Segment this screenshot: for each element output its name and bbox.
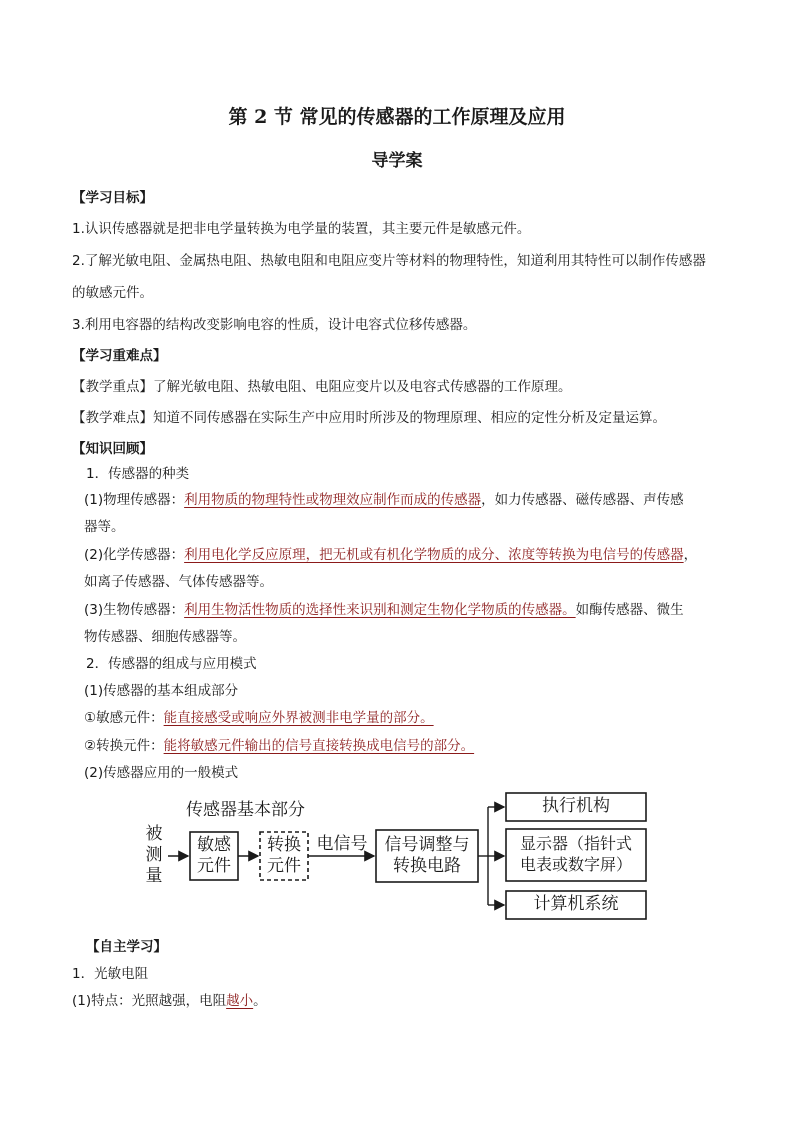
objective-item-1: 1.认识传感器就是把非电学量转换为电学量的装置，其主要元件是敏感元件。 — [72, 221, 531, 237]
bio-sensor-line-2: 物传感器、细胞传感器等。 — [84, 629, 246, 645]
physical-sensor-answer: 利用物质的物理特性或物理效应制作而成的传感器 — [184, 492, 482, 508]
photoresistor-feature-line — [72, 989, 267, 1009]
teaching-focus: 【教学重点】了解光敏电阻、热敏电阻、电阻应变片以及电容式传感器的工作原理。 — [72, 379, 572, 395]
objective-item-3: 3.利用电容器的结构改变影响电容的性质，设计电容式位移传感器。 — [72, 317, 477, 333]
self-study-heading: 【自主学习】 — [86, 939, 167, 955]
bio-sensor-answer: 利用生物活性物质的选择性来识别和测定生物化学物质的传感器。 — [184, 602, 576, 618]
photoresistor-heading: 1．光敏电阻 — [72, 966, 149, 982]
photoresistor-feature-answer: 越小 — [226, 993, 254, 1009]
display-text: 显示器（指针式 电表或数字屏） — [519, 834, 632, 874]
teaching-difficulty: 【教学难点】知道不同传感器在实际生产中应用时所涉及的物理原理、相应的定性分析及定量运算。 — [72, 410, 666, 426]
electric-signal-label: 电信号 — [316, 834, 368, 854]
conversion-element-text: 转换 元件 — [267, 835, 301, 876]
conversion-element-line — [84, 734, 474, 754]
page-title: 第 2 节 常见的传感器的工作原理及应用 — [228, 106, 566, 128]
photoresistor-feature-label: (1)特点：光照越强，电阻 — [72, 993, 227, 1009]
physical-sensor-tail: ，如力传感器、磁传感器、声传感 — [481, 492, 684, 508]
chemical-sensor-tail: ， — [683, 547, 698, 563]
actuator-text: 执行机构 — [542, 796, 610, 816]
conversion-element-answer: 能将敏感元件输出的信号直接转换成电信号的部分。 — [163, 738, 475, 754]
measured-quantity-label: 被 测 量 — [145, 824, 163, 886]
photoresistor-feature-tail: 。 — [253, 993, 267, 1009]
physical-sensor-label: (1)物理传感器： — [84, 492, 185, 508]
bio-sensor-tail: 如酶传感器、微生 — [575, 602, 684, 618]
sensitive-element-line — [84, 706, 434, 726]
key-points-heading: 【学习重难点】 — [72, 348, 167, 364]
bio-sensor-label: (3)生物传感器： — [84, 602, 185, 618]
composition-heading: 2．传感器的组成与应用模式 — [86, 656, 257, 672]
sensor-types-heading: 1．传感器的种类 — [86, 466, 190, 482]
physical-sensor-line-2: 器等。 — [84, 519, 125, 535]
physical-sensor-line — [84, 488, 684, 508]
chemical-sensor-label: (2)化学传感器： — [84, 547, 185, 563]
sensitive-element-label: ①敏感元件： — [84, 710, 164, 726]
chemical-sensor-line-2: 如离子传感器、气体传感器等。 — [84, 574, 273, 590]
objective-item-2: 2.了解光敏电阻、金属热电阻、热敏电阻和电阻应变片等材料的物理特性，知道利用其特性可以制作传感器 — [72, 253, 706, 269]
basic-part-label: 传感器基本部分 — [186, 800, 305, 820]
sensitive-element-text: 敏感 元件 — [197, 835, 231, 876]
page-subtitle: 导学案 — [371, 151, 423, 171]
application-mode-heading: (2)传感器应用的一般模式 — [84, 765, 239, 781]
bio-sensor-line — [84, 598, 684, 618]
basic-parts-heading: (1)传感器的基本组成部分 — [84, 683, 239, 699]
sensor-flow-diagram — [140, 790, 660, 925]
objectives-heading: 【学习目标】 — [72, 190, 153, 206]
conversion-element-label: ②转换元件： — [84, 738, 164, 754]
review-heading: 【知识回顾】 — [72, 441, 153, 457]
objective-item-2-cont: 的敏感元件。 — [72, 285, 153, 301]
computer-text: 计算机系统 — [533, 894, 619, 914]
chemical-sensor-line — [84, 543, 697, 563]
sensitive-element-answer: 能直接感受或响应外界被测非电学量的部分。 — [163, 710, 434, 726]
signal-adjust-text: 信号调整与 转换电路 — [384, 835, 470, 876]
chemical-sensor-answer: 利用电化学反应原理，把无机或有机化学物质的成分、浓度等转换为电信号的传感器 — [184, 547, 684, 563]
